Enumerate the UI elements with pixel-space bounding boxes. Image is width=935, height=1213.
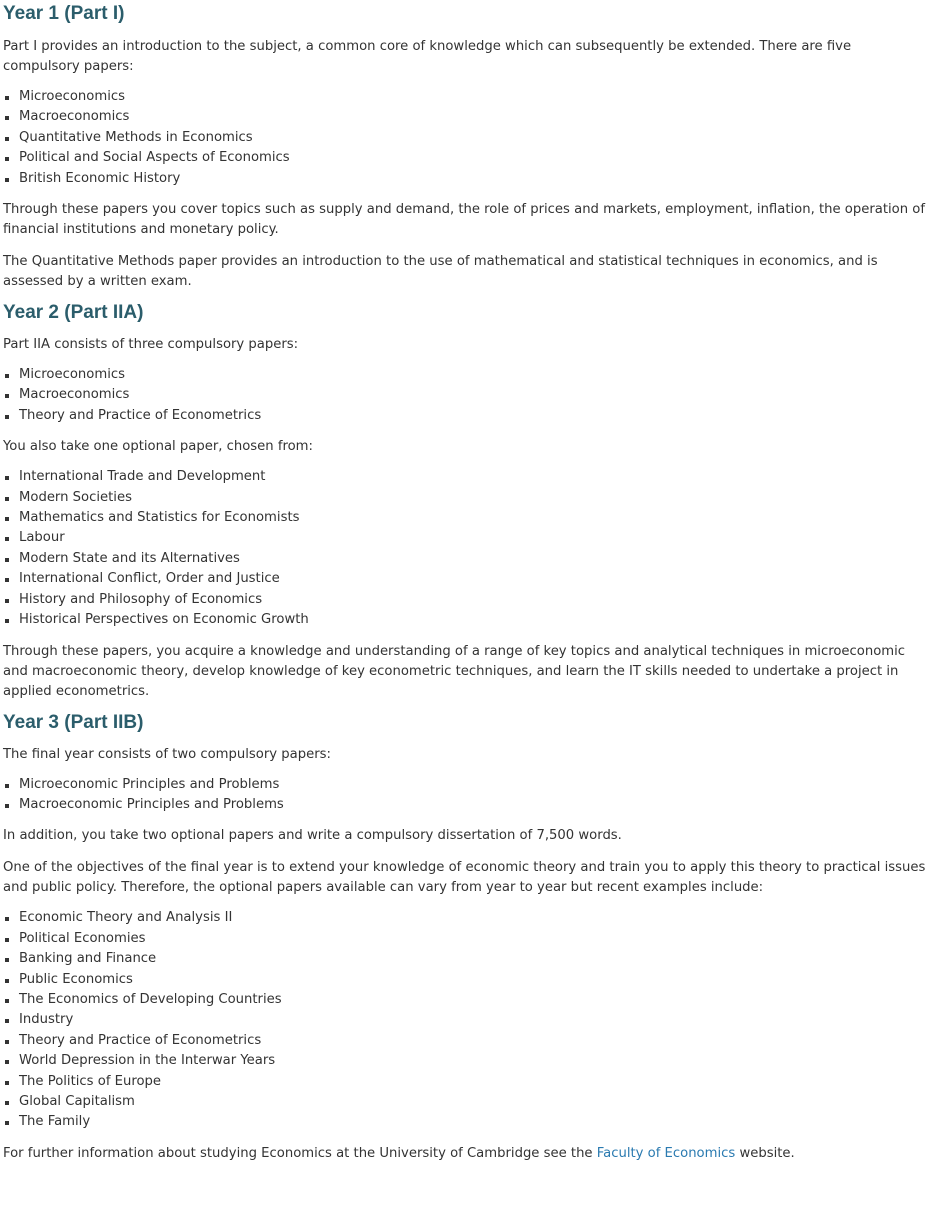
year1-heading: Year 1 (Part I): [3, 3, 125, 24]
list-item: Macroeconomic Principles and Problems: [3, 795, 928, 815]
list-item: Macroeconomics: [3, 107, 928, 127]
year1-intro: Part I provides an introduction to the subject, a common core of knowledge which can subsequently be extended. There are five compulsory papers:: [3, 39, 852, 74]
list-item: Mathematics and Statistics for Economists: [3, 508, 928, 528]
year1-topics-paragraph: Through these papers you cover topics such as supply and demand, the role of prices and markets, employment, inflation, the operation of financial institutions and monetary policy.: [3, 202, 926, 238]
list-item: Theory and Practice of Econometrics: [3, 1031, 928, 1051]
year2-heading: Year 2 (Part IIA): [3, 302, 144, 324]
year3-optional-list: [3, 908, 928, 1132]
list-item: World Depression in the Interwar Years: [3, 1051, 928, 1071]
list-item: The Politics of Europe: [3, 1072, 928, 1092]
article-content: [3, 0, 928, 1164]
list-item: British Economic History: [3, 169, 928, 189]
list-item: Banking and Finance: [3, 949, 928, 969]
list-item: Global Capitalism: [3, 1092, 928, 1112]
list-item: Labour: [3, 528, 928, 548]
list-item: Macroeconomics: [3, 385, 928, 405]
list-item: History and Philosophy of Economics: [3, 590, 928, 610]
list-item: Historical Perspectives on Economic Growth: [3, 610, 928, 630]
list-item: Microeconomics: [3, 87, 928, 107]
list-item: Political Economies: [3, 929, 928, 949]
list-item: Microeconomic Principles and Problems: [3, 775, 928, 795]
list-item: Quantitative Methods in Economics: [3, 128, 928, 148]
year3-compulsory-list: [3, 775, 928, 816]
faculty-of-economics-link[interactable]: Faculty of Economics: [596, 1145, 736, 1161]
list-item: The Family: [3, 1112, 928, 1132]
list-item: Public Economics: [3, 970, 928, 990]
year2-paragraph: Through these papers, you acquire a knowledge and understanding of a range of key topics and analytical techniques in microeconomic and macroeconomic theory, develop knowledge of key econometric techniques, and learn the IT skills needed to undertake a project in applied econometrics.: [3, 643, 906, 699]
year1-quant-paragraph: The Quantitative Methods paper provides an introduction to the use of mathematical and statistical techniques in economics, and is assessed by a written exam.: [3, 254, 878, 290]
list-item: International Trade and Development: [3, 467, 928, 487]
list-item: Economic Theory and Analysis II: [3, 908, 928, 928]
footer-text-before: For further information about studying Economics at the University of Cambridge see the: [3, 1145, 597, 1161]
year3-objectives-paragraph: One of the objectives of the final year is to extend your knowledge of economic theory and train you to apply this theory to practical issues and public policy. Therefore, the optional papers available can vary from year to year but recent examples include:: [3, 860, 926, 896]
year1-papers-list: [3, 87, 928, 189]
list-item: Industry: [3, 1010, 928, 1030]
list-item: Modern State and its Alternatives: [3, 549, 928, 569]
year3-intro: The final year consists of two compulsory papers:: [3, 746, 331, 762]
year2-compulsory-list: [3, 365, 928, 426]
footer-text-after: website.: [735, 1145, 795, 1161]
year3-additional-paragraph: In addition, you take two optional papers and write a compulsory dissertation of 7,500 words.: [3, 828, 622, 844]
footer-paragraph: [3, 1144, 928, 1164]
list-item: Political and Social Aspects of Economics: [3, 148, 928, 168]
list-item: International Conflict, Order and Justice: [3, 569, 928, 589]
list-item: Theory and Practice of Econometrics: [3, 406, 928, 426]
list-item: Microeconomics: [3, 365, 928, 385]
year3-heading: Year 3 (Part IIB): [3, 711, 144, 733]
year2-intro: Part IIA consists of three compulsory papers:: [3, 337, 299, 353]
list-item: The Economics of Developing Countries: [3, 990, 928, 1010]
year2-optional-list: [3, 467, 928, 630]
year2-optional-intro: You also take one optional paper, chosen from:: [3, 439, 313, 455]
list-item: Modern Societies: [3, 488, 928, 508]
